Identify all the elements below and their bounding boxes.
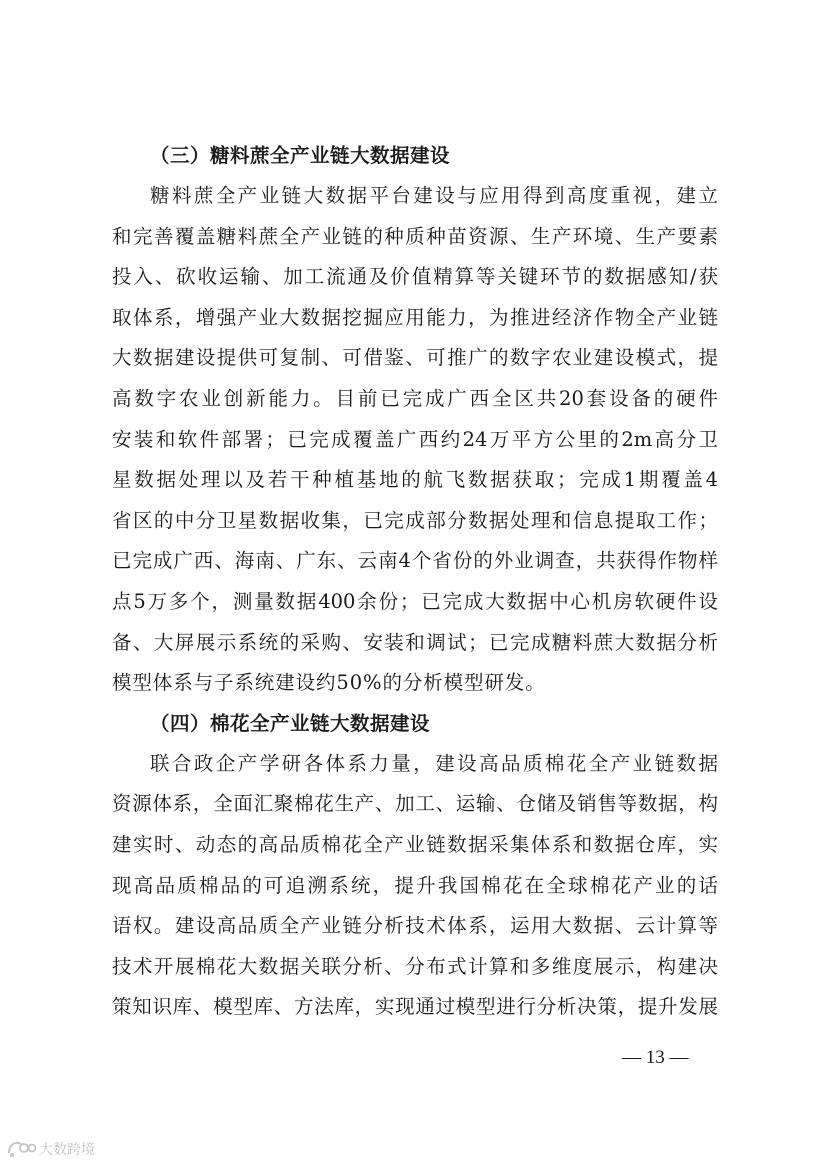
paragraph-line: 资源体系，全面汇聚棉花生产、加工、运输、仓储及销售等数据，构 xyxy=(112,792,718,816)
section-paragraph-4 xyxy=(112,744,718,1028)
watermark-text: 大数跨境 xyxy=(39,1142,95,1158)
watermark xyxy=(6,1139,95,1159)
page-content xyxy=(112,136,718,1028)
paragraph-line: 大数据建设提供可复制、可借鉴、可推广的数字农业建设模式，提 xyxy=(112,346,718,370)
paragraph-line: 取体系，增强产业大数据挖掘应用能力，为推进经济作物全产业链 xyxy=(112,305,718,329)
paragraph-line: 安装和软件部署；已完成覆盖广西约24万平方公里的2m高分卫 xyxy=(112,427,718,451)
section-heading-4: （四）棉花全产业链大数据建设 xyxy=(150,711,431,735)
page-number: — 13 — xyxy=(622,1047,689,1068)
paragraph-line: 现高品质棉品的可追溯系统，提升我国棉花在全球棉花产业的话 xyxy=(112,873,718,897)
paragraph-line: 技术开展棉花大数据关联分析、分布式计算和多维度展示，构建决 xyxy=(112,954,718,978)
paragraph-line: 高数字农业创新能力。目前已完成广西全区共20套设备的硬件 xyxy=(112,386,718,410)
paragraph-line: 模型体系与子系统建设约50%的分析模型研发。 xyxy=(112,671,546,695)
paragraph-line: 已完成广西、海南、广东、云南4个省份的外业调查，共获得作物样 xyxy=(112,549,718,573)
paragraph-line: 投入、砍收运输、加工流通及价值精算等关键环节的数据感知/获 xyxy=(112,265,718,289)
paragraph-line: 和完善覆盖糖料蔗全产业链的种质种苗资源、生产环境、生产要素 xyxy=(112,224,718,248)
paragraph-line: 省区的中分卫星数据收集，已完成部分数据处理和信息提取工作； xyxy=(112,508,718,532)
section-paragraph-3 xyxy=(112,176,718,704)
section-heading-3: （三）糖料蔗全产业链大数据建设 xyxy=(150,144,451,167)
paragraph-line: 备、大屏展示系统的采购、安装和调试；已完成糖料蔗大数据分析 xyxy=(112,630,718,654)
paragraph-line: 建实时、动态的高品质棉花全产业链数据采集体系和数据仓库，实 xyxy=(112,832,718,856)
paragraph-line: 点5万多个，测量数据400余份；已完成大数据中心机房软硬件设 xyxy=(112,589,718,613)
paragraph-line: 星数据处理以及若干种植基地的航飞数据获取；完成1期覆盖4 xyxy=(112,468,718,492)
paragraph-line: 语权。建设高品质全产业链分析技术体系，运用大数据、云计算等 xyxy=(112,914,718,938)
paragraph-line: 联合政企产学研各体系力量，建设高品质棉花全产业链数据 xyxy=(150,751,718,775)
logo-icon xyxy=(6,1139,36,1159)
paragraph-line: 策知识库、模型库、方法库，实现通过模型进行分析决策，提升发展 xyxy=(112,995,718,1019)
paragraph-line: 糖料蔗全产业链大数据平台建设与应用得到高度重视，建立 xyxy=(150,184,718,207)
